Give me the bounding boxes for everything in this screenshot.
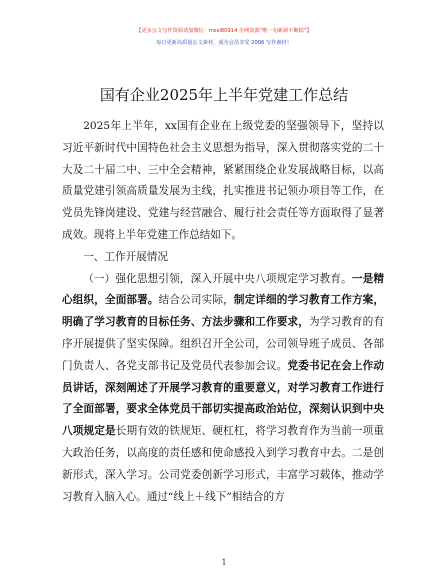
promo-banner-line-2: 每日更新高质量公文素材，成为会员享受 2006 写作素材！ [156, 40, 292, 46]
text-run: 为学习教育的有序开展提供了坚实保障。组织召开全公司，公司领导班子成员、各部门负责人、各党支部书记及党员代表参加会议。 [62, 316, 385, 372]
promo-banner-line-1: 【更多公文写作资源请加微信：mssl80914 全网资源“唯一旬新新不断稳”】 [136, 28, 312, 34]
bold-phrase: 一是精心组织，全面部署。 [62, 272, 384, 307]
bold-phrase: 党委书记在会上作动员讲话， [62, 359, 384, 394]
subsection-lead: （一）强化思想引领，深入开展中央八项规定学习教育。 [83, 272, 352, 285]
text-run: 结合公司实际， [158, 294, 234, 307]
page-number: 1 [221, 558, 227, 567]
section-heading: 一、工作开展情况 [83, 250, 168, 263]
document-title: 国有企业2025年上半年党建工作总结 [99, 86, 349, 104]
intro-paragraph: 2025年上半年，xx国有企业在上级党委的坚强领导下，坚持以习近平新时代中国特色社会主义思想为指导，深入贯彻落实党的二十大及二十届二中、三中全会精神，紧紧围绕企业发展战略目标，以高质量党建引领高质量发展为主线，扎实推进书记领办项目等工作，在党员先锋岗建设、党建与经营融合、履行社会责任等方面取得了显著成效。现将上半年党建工作总结如下。 [62, 120, 384, 241]
bold-phrase: 制定详细的学习教育工作方案，明确了学习教育的目标任务、方法步骤和工作要求， [62, 294, 385, 329]
bold-phrase: 深刻阐述了开展学习教育的重要意义，对学习教育工作进行了全面部署，要求全体党员干部切实提高政治站位，深刻认识到中央八项规定是 [62, 381, 384, 438]
section-paragraph [62, 269, 384, 509]
text-run: 长期有效的铁规矩、硬杠杠，将学习教育作为当前一项重大政治任务，以高度的责任感和使命感投入到学习教育中去。二是创新形式，深入学习。公司党委创新学习形式，丰富学习载体，推动学习教育入脑入心。通过“线上＋线下”相结合的方 [62, 425, 385, 503]
document-body [62, 116, 384, 508]
